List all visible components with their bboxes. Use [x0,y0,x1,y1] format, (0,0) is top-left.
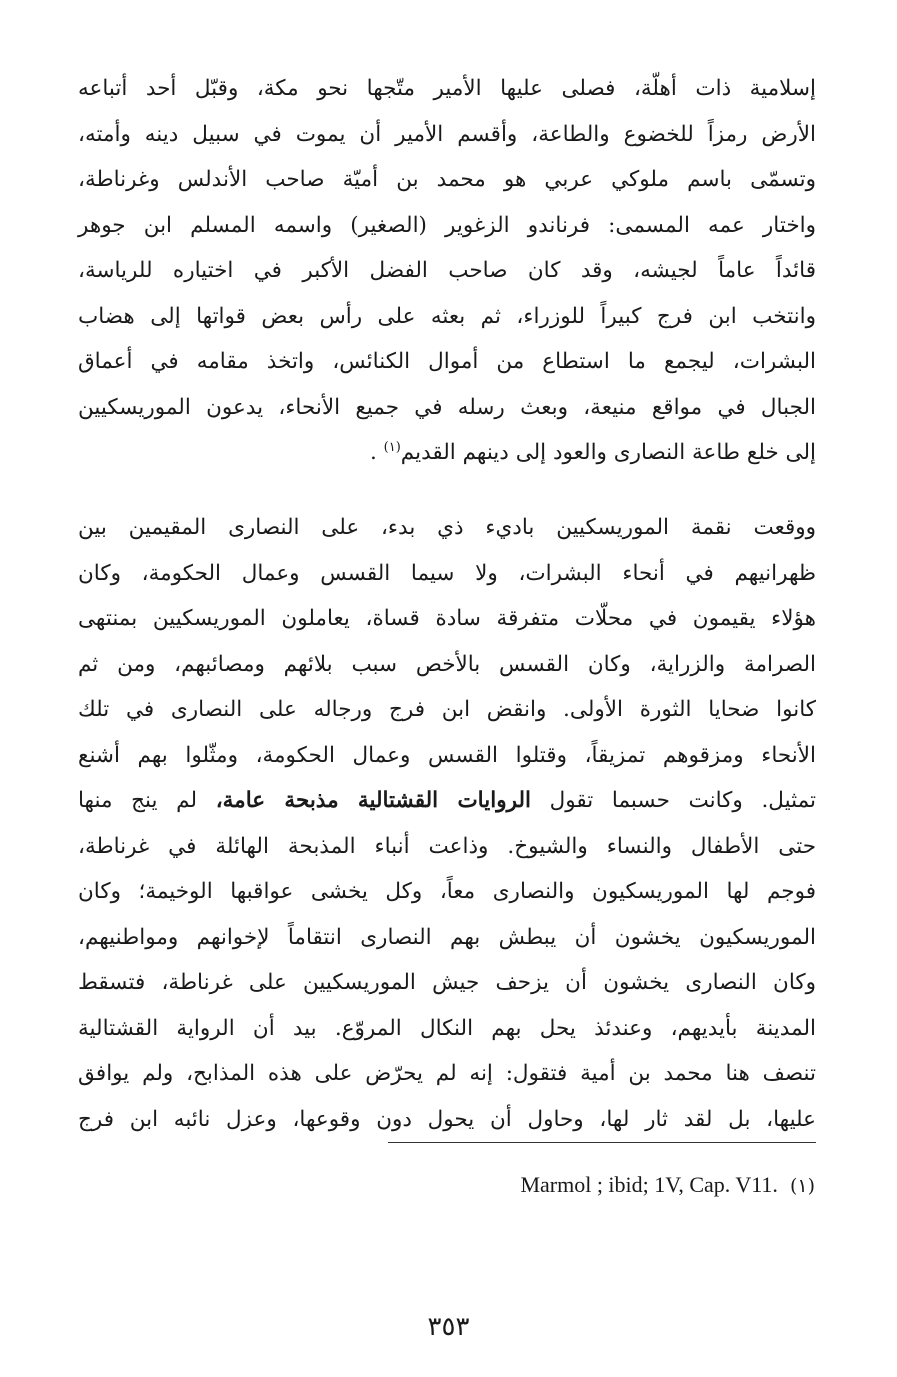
text-line: عليها، بل لقد ثار لها، وحاول أن يحول دون وقوعها، وعزل نائبه ابن فرج [78,1106,816,1132]
text-line: هؤلاء يقيمون في محلّات متفرقة سادة قساة، يعاملون الموريسكيين بمنتهى [78,606,816,631]
paragraph-2 [78,505,816,1142]
text-line: قائداً عاماً لجيشه، وقد كان صاحب الفضل الأكبر في اختياره للرياسة، [78,258,816,283]
footnote-reference[interactable]: (١) [383,439,401,455]
text-line: الموريسكيون يخشون أن يبطش بهم النصارى انتقاماً لإخوانهم ومواطنيهم، [78,924,816,950]
text-line: وتسمّى باسم ملوكي عربي هو محمد بن أميّة صاحب الأندلس وغرناطة، [78,167,816,192]
page-number: ٣٥٣ [427,1312,470,1342]
text-line: تنصف هنا محمد بن أمية فتقول: إنه لم يحرّض على هذه المذابح، ولم يوافق [78,1061,816,1086]
text-line: فوجم لها الموريسكيون والنصارى معاً، وكل يخشى عواقبها الوخيمة؛ وكان [78,879,816,904]
text-line: واختار عمه المسمى: فرناندو الزغوير (الصغير) واسمه المسلم ابن جوهر [78,212,816,238]
text-line: الجبال في مواقع منيعة، وبعث رسله في جميع الأنحاء، يدعون الموريسكيين [78,394,816,420]
text-line: إسلامية ذات أهلّة، فصلى عليها الأمير متّجها نحو مكة، وقبّل أحد أتباعه [78,76,816,101]
line-7-before: تمثيل. وكانت حسبما تقول [530,788,816,813]
footnote-marker: (١) [789,1175,815,1197]
text-line: المدينة بأيديهم، وعندئذ يحل بهم النكال المروّع. بيد أن الرواية القشتالية [78,1015,816,1041]
text-line: الصرامة والزراية، وكان القسس بالأخص سبب بلائهم ومصائبهم، ومن ثم [78,651,816,677]
text-line: ظهرانيهم في أنحاء البشرات، ولا سيما القسس وعمال الحكومة، وكان [78,560,816,586]
bold-phrase: الروايات القشتالية مذبحة عامة، [215,788,531,813]
text-line-with-bold [78,778,816,824]
text-line-last [78,430,816,476]
text-line: الأرض رمزاً للخضوع والطاعة، وأقسم الأمير أن يموت في سبيل دينه وأمته، [78,121,816,147]
text-line: حتى الأطفال والنساء والشيوخ. وذاعت أنباء المذبحة الهائلة في غرناطة، [78,833,816,859]
text-line: البشرات، ليجمع ما استطاع من أموال الكنائس، واتخذ مقامه في أعماق [78,349,816,374]
last-line-text: إلى خلع طاعة النصارى والعود إلى دينهم القديم [400,440,816,465]
text-line: وانتخب ابن فرج كبيراً للوزراء، ثم بعثه على رأس بعض قواتها إلى هضاب [78,303,816,329]
text-line: وكان النصارى يخشون أن يزحف جيش الموريسكيين على غرناطة، فتسقط [78,970,816,995]
footnote-text: Marmol ; ibid; 1V, Cap. V11. [520,1172,778,1197]
text-line: ووقعت نقمة الموريسكيين باديء ذي بدء، على النصارى المقيمين بين [78,515,816,540]
footnote [520,1172,815,1198]
text-line: كانوا ضحايا الثورة الأولى. وانقض ابن فرج ورجاله على النصارى في تلك [78,697,816,722]
text-line: الأنحاء ومزقوهم تمزيقاً، وقتلوا القسس وعمال الحكومة، ومثّلوا بهم أشنع [78,742,816,768]
line-7-after: لم ينج منها [78,788,216,813]
paragraph-1 [78,66,816,476]
footnote-divider [388,1142,816,1143]
last-line-end: . [369,440,384,465]
